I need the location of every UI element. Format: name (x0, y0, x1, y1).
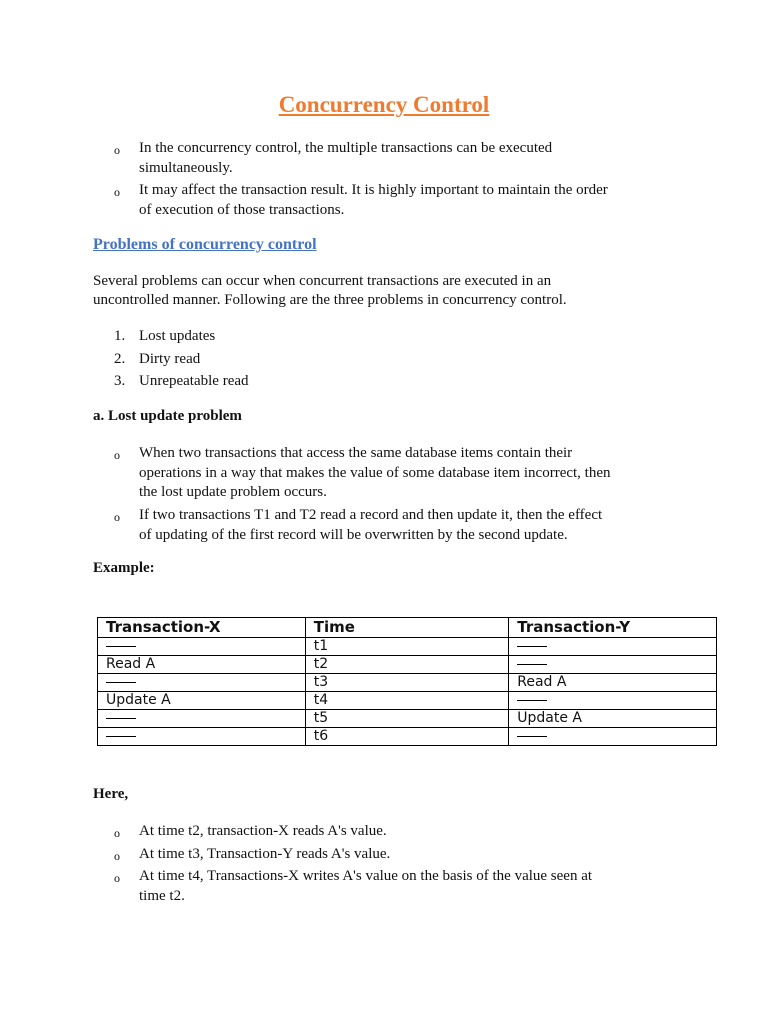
lost-update-bullet-2: o If two transactions T1 and T2 read a record and then update it, then the effect of updating of the first record will be overwritten by the second update. (114, 507, 603, 543)
table-header-row (98, 618, 717, 638)
empty-cell-dash (517, 664, 547, 665)
lost-update-heading: a. Lost update problem (93, 408, 242, 424)
table-cell (98, 710, 306, 728)
table-row (98, 638, 717, 656)
empty-cell-dash (517, 736, 547, 737)
intro-bullet-2: o It may affect the transaction result. It is highly important to maintain the order of execution of those transactions. (114, 182, 608, 218)
table-header-cell: Time (305, 618, 509, 638)
empty-cell-dash (106, 682, 136, 683)
table-cell: t3 (305, 674, 509, 692)
here-bullet-1: o At time t2, transaction-X reads A's value. (114, 823, 387, 840)
empty-cell-dash (106, 736, 136, 737)
empty-cell-dash (517, 646, 547, 647)
table-cell: t4 (305, 692, 509, 710)
example-label: Example: (93, 560, 155, 576)
problems-paragraph: Several problems can occur when concurrent transactions are executed in an uncontrolled manner. Following are the three problems in concurrency control. (93, 273, 567, 308)
table-cell: t2 (305, 656, 509, 674)
table-cell: t5 (305, 710, 509, 728)
table-cell (98, 674, 306, 692)
table-cell (509, 656, 717, 674)
table-cell (98, 638, 306, 656)
transaction-table (97, 617, 717, 746)
here-label: Here, (93, 786, 129, 802)
page-title: Concurrency Control (278, 92, 490, 117)
table-cell: t1 (305, 638, 509, 656)
table-row (98, 710, 717, 728)
problems-heading: Problems of concurrency control (93, 236, 317, 253)
table-row (98, 674, 717, 692)
table-row (98, 728, 717, 746)
table-cell (509, 692, 717, 710)
empty-cell-dash (106, 646, 136, 647)
problems-list-item-2: 2. Dirty read (114, 351, 201, 367)
problems-list-item-3: 3. Unrepeatable read (114, 373, 249, 389)
lost-update-bullet-1: o When two transactions that access the same database items contain their operations in a way that makes the value of some database item incorrect, then the lost update problem occurs. (114, 445, 611, 500)
table-row (98, 692, 717, 710)
table-header-cell: Transaction-X (98, 618, 306, 638)
table-header-cell: Transaction-Y (509, 618, 717, 638)
table-cell: Update A (98, 692, 306, 710)
table-cell (509, 638, 717, 656)
table-row (98, 656, 717, 674)
table-cell: t6 (305, 728, 509, 746)
table-cell (509, 728, 717, 746)
here-bullet-3: o At time t4, Transactions-X writes A's value on the basis of the value seen at time t2. (114, 868, 593, 904)
table-cell: Read A (98, 656, 306, 674)
empty-cell-dash (517, 700, 547, 701)
table-cell: Read A (509, 674, 717, 692)
problems-list-item-1: 1. Lost updates (114, 328, 216, 344)
table-cell: Update A (509, 710, 717, 728)
intro-bullet-1: o In the concurrency control, the multiple transactions can be executed simultaneously. (114, 140, 553, 176)
table-cell (98, 728, 306, 746)
empty-cell-dash (106, 718, 136, 719)
here-bullet-2: o At time t3, Transaction-Y reads A's value. (114, 846, 391, 863)
